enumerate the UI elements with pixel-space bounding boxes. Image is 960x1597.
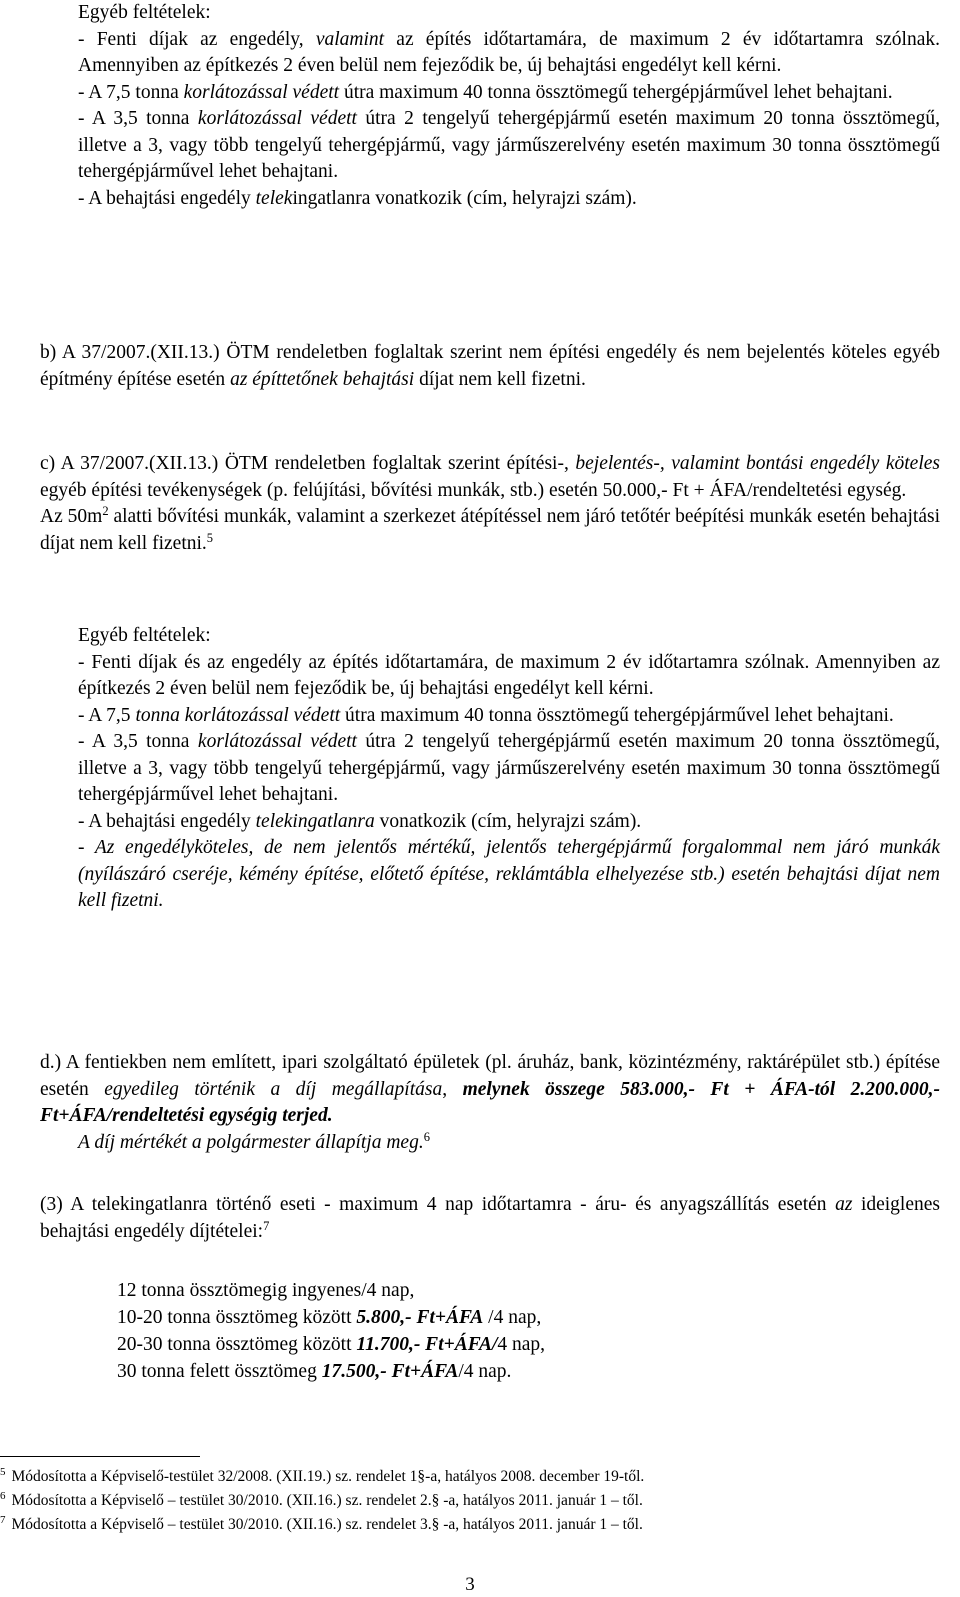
s1p1-b: valamint <box>315 28 385 50</box>
s2p4-c: vonatkozik (cím, helyrajzi szám). <box>374 810 642 832</box>
section2 <box>78 623 940 915</box>
fee-item-3 <box>117 1331 817 1358</box>
fee-item-1: 12 tonna össztömegig ingyenes/4 nap, <box>117 1280 415 1301</box>
section2-p4 <box>78 809 940 836</box>
i3-c: ideiglenes behajtási engedély díjtételei: <box>40 1194 940 1242</box>
s1p4-c: ingatlanra vonatkozik (cím, helyrajzi szám). <box>292 187 637 209</box>
footnote-5-num: 5 <box>0 1466 6 1478</box>
f3-c: 4 nap, <box>497 1334 546 1355</box>
section1-p2 <box>78 80 940 107</box>
f3-b: 11.700,- Ft+ÁFA/ <box>356 1334 498 1355</box>
footnote-ref-6[interactable]: 6 <box>423 1129 430 1144</box>
item-3 <box>40 1192 940 1245</box>
section2-p2 <box>78 703 940 730</box>
ib-a: b) A 37/2007.(XII.13.) ÖTM rendeletben foglaltak szerint nem építési engedély és nem bejelentés köteles egyéb építmény építése esetén <box>40 342 940 390</box>
item-c-p1 <box>40 451 940 504</box>
ic-b: bejelentés-, valamint bontási engedély köteles <box>575 453 940 474</box>
section2-p1: - Fenti díjak és az engedély az építés időtartamára, de maximum 2 év időtartamra szólnak. Amennyiben az építkezés 2 éven belül nem fejeződik be, új behajtási engedélyt kell kérni. <box>78 651 940 699</box>
section1-p4 <box>78 186 940 213</box>
ic-d: Az 50m <box>40 506 103 527</box>
id-e: A díj mértékét a polgármester állapítja meg. <box>78 1131 424 1153</box>
ic-a: c) A 37/2007.(XII.13.) ÖTM rendeletben foglaltak szerint építési-, <box>40 453 576 474</box>
f4-a: 30 tonna felett össztömeg <box>117 1361 322 1382</box>
id-d: melynek összege 583.000,- Ft + ÁFA-tól 2.200.000,- Ft+ÁFA/rendeltetési egységig terjed. <box>40 1078 940 1126</box>
item-3-p1 <box>40 1192 940 1245</box>
footnote-separator <box>0 1456 200 1457</box>
section1-heading: Egyéb feltételek: <box>78 2 211 23</box>
s1p2-a: - A 7,5 tonna <box>78 81 184 103</box>
i3-a: (3) A telekingatlanra történő eseti - maximum 4 nap időtartamra - áru- és anyagszállítás esetén <box>40 1194 836 1215</box>
fee-item-4 <box>117 1358 817 1385</box>
footnote-7-text: Módosította a Képviselő – testület 30/2010. (XII.16.) sz. rendelet 3.§ -a, hatályos 2011. január 1 – től. <box>11 1516 643 1533</box>
s2p2-b: tonna korlátozással védett <box>135 704 341 726</box>
s2p5-text: - Az engedélyköteles, de nem jelentős mértékű, jelentős tehergépjármű forgalommal nem járó munkák (nyílászáró cseréje, kémény építése, előtető építése, reklámtábla elhelyezése stb.) esetén behajtási díjat nem kell fizetni. <box>78 837 940 911</box>
item-c <box>40 451 940 557</box>
s2p3-b: korlátozással védett <box>197 731 357 752</box>
item-b <box>40 340 940 393</box>
ic-c: egyéb építési tevékenységek (p. felújítási, bővítési munkák, stb.) esetén 50.000,- Ft + ÁFA/rendeltetési egység. <box>40 479 907 501</box>
s1p4-b: telek <box>255 187 293 209</box>
footnote-6 <box>0 1490 643 1513</box>
f2-b: 5.800,- Ft+ÁFA <box>356 1307 484 1328</box>
s1p2-c: útra maximum 40 tonna össztömegű tehergépjárművel lehet behajtani. <box>339 81 893 103</box>
page-number: 3 <box>465 1574 475 1595</box>
s2p3-c: útra 2 tengelyű tehergépjármű esetén maximum 20 tonna össztömegű, illetve a 3, vagy több tengelyű tehergépjármű, vagy járműszerelvény esetén maximum 30 tonna össztömegű tehergépjárművel lehet behajtani. <box>78 731 940 805</box>
fee-item-2 <box>117 1304 817 1331</box>
item-d-p2 <box>40 1130 940 1157</box>
f3-a: 20-30 tonna össztömeg között <box>117 1334 357 1355</box>
id-c: , <box>442 1078 463 1100</box>
footnote-5 <box>0 1466 644 1489</box>
fee-list <box>117 1277 817 1385</box>
i3-b: az <box>835 1194 853 1215</box>
item-d <box>40 1050 940 1156</box>
s1p1-a: - Fenti díjak az engedély, <box>78 28 316 50</box>
s2p2-c: útra maximum 40 tonna össztömegű tehergépjárművel lehet behajtani. <box>340 704 894 726</box>
section2-p3 <box>78 729 940 809</box>
section1 <box>78 0 940 212</box>
s1p3-c: útra 2 tengelyű tehergépjármű esetén maximum 20 tonna össztömegű, illetve a 3, vagy több tengelyű tehergépjármű, vagy járműszerelvény esetén maximum 30 tonna össztömegű tehergépjárművel lehet behajtani. <box>78 108 940 182</box>
s1p4-a: - A behajtási engedély <box>78 187 256 209</box>
s2p4-a: - A behajtási engedély <box>78 810 256 832</box>
s1p2-b: korlátozással védett <box>183 81 340 103</box>
f2-a: 10-20 tonna össztömeg között <box>117 1307 357 1328</box>
footnote-5-text: Módosította a Képviselő-testület 32/2008. (XII.19.) sz. rendelet 1§-a, hatályos 2008. december 19-től. <box>11 1468 645 1485</box>
section2-p5 <box>78 835 940 915</box>
f4-b: 17.500,- Ft+ÁFA <box>321 1361 459 1382</box>
ic-e: alatti bővítési munkák, valamint a szerkezet átépítéssel nem járó tetőtér beépítési munkák esetén behajtási díjat nem kell fizetni. <box>40 506 940 554</box>
section1-p1 <box>78 27 940 80</box>
s2p4-b: telekingatlanra <box>255 810 375 832</box>
id-a: d.) A fentiekben nem említett, ipari szolgáltató épületek (pl. áruház, bank, közintézmény, raktárépület stb.) építése esetén <box>40 1052 940 1100</box>
s1p3-b: korlátozással védett <box>197 108 357 129</box>
footnote-6-num: 6 <box>0 1490 6 1502</box>
item-b-text <box>40 340 940 393</box>
section2-heading: Egyéb feltételek: <box>78 625 211 646</box>
footnote-7-num: 7 <box>0 1514 6 1526</box>
s2p2-a: - A 7,5 <box>78 704 136 726</box>
sup-m2: 2 <box>102 504 109 518</box>
footnote-ref-7[interactable]: 7 <box>263 1218 270 1233</box>
footnote-7 <box>0 1514 643 1537</box>
s1p3-a: - A 3,5 tonna <box>78 108 198 129</box>
item-d-p1 <box>40 1050 940 1130</box>
f4-c: /4 nap. <box>458 1361 512 1382</box>
footnote-6-text: Módosította a Képviselő – testület 30/2010. (XII.16.) sz. rendelet 2.§ -a, hatályos 2011. január 1 – től. <box>11 1492 643 1509</box>
id-b: egyedileg történik a díj megállapítása <box>104 1078 443 1100</box>
footnote-ref-5[interactable]: 5 <box>206 530 214 545</box>
s1p1-c: az építés időtartamára, de maximum 2 év időtartamra szólnak. Amennyiben az építkezés 2 éven belül nem fejeződik be, új behajtási engedélyt kell kérni. <box>78 28 940 76</box>
ib-c: díjat nem kell fizetni. <box>414 368 586 390</box>
f2-c: /4 nap, <box>483 1307 542 1328</box>
ib-b: az építtetőnek behajtási <box>230 368 415 390</box>
section1-p3 <box>78 106 940 186</box>
s2p3-a: - A 3,5 tonna <box>78 731 198 752</box>
item-c-p2 <box>40 504 940 557</box>
